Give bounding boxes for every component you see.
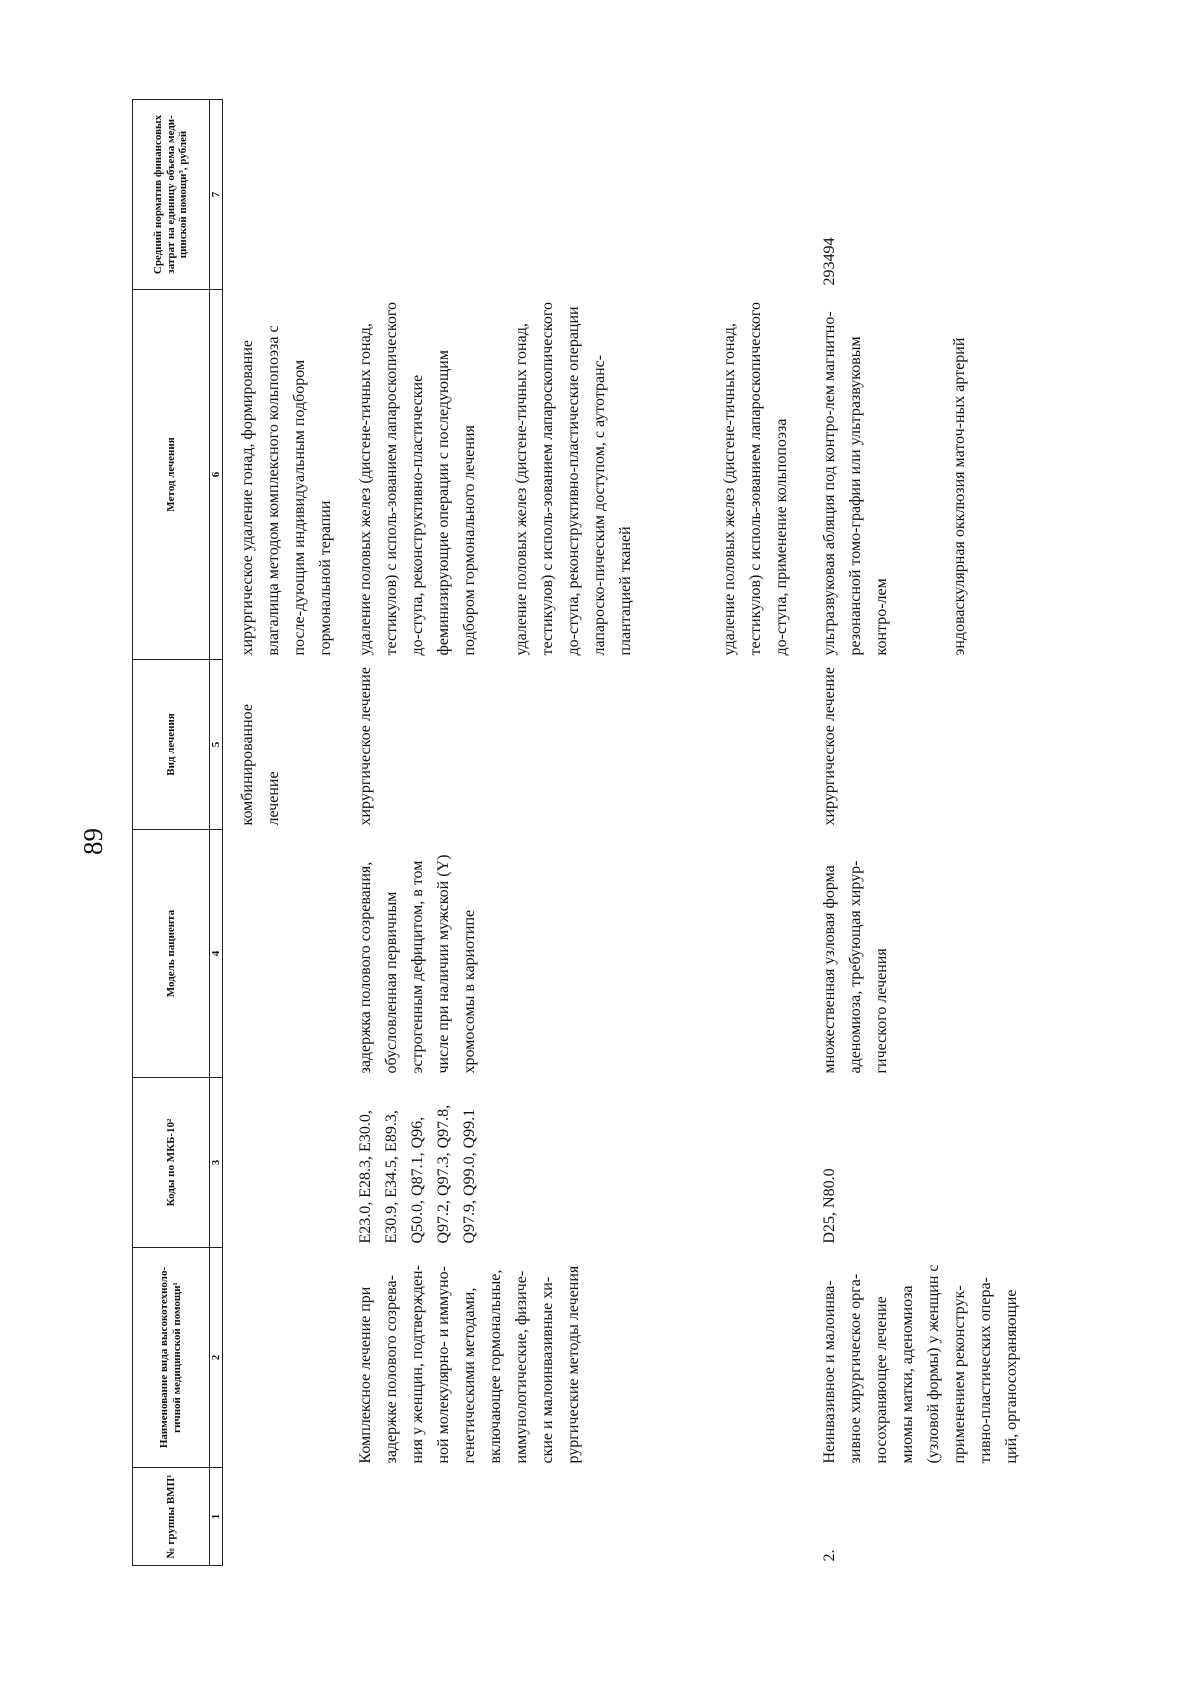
method-item: удаление половых желез (дисгене-тичных гонад, тестикулов) с исполь-зованием лапароскопического до-ступа, реконструктивно-пластические феминизирующие операции с последующим подбором гормонального лечения (357, 301, 478, 656)
column-number-row (210, 100, 223, 1566)
header-model: Модель пациента (133, 830, 210, 1078)
cell-methods (339, 290, 795, 660)
header-name: Наименование вида высокотехноло-гичной медицинской помощи¹ (133, 1248, 210, 1468)
column-number: 2 (210, 1248, 223, 1468)
cell-type: хирургическое лечение (821, 667, 838, 826)
table-row (339, 100, 795, 1566)
cell-name (223, 1248, 340, 1468)
cell-model (223, 830, 340, 1078)
cell-codes (223, 1078, 340, 1248)
cell-codes: E23.0, E28.3, E30.0, E30.9, E34.5, E89.3, Q50.0, Q87.1, Q96, Q97.2, Q97.3, Q97.8, Q97.9, Q99.0, Q99.1 (357, 1104, 478, 1244)
table-row (223, 100, 340, 1566)
method-item: ультразвуковая абляция под контро-лем магнитно-резонансной томо-графии или ультразвуковым контро-лем (821, 311, 890, 656)
cell-method: хирургическое удаление гонад, формирование влагалища методом комплексного кольпопоэза с после-дующим индивидуальным подбором гормональной терапии (239, 325, 334, 656)
cell-cost: 293494 (821, 237, 838, 286)
column-number: 6 (210, 290, 223, 660)
method-item: эндоваскулярная окклюзия маточ-ных артерий (951, 337, 968, 656)
cell-group (339, 1468, 795, 1566)
cell-cost (223, 100, 340, 290)
cell-codes: D25, N80.0 (821, 1168, 838, 1244)
column-number: 3 (210, 1078, 223, 1248)
cell-model: множественная узловая форма аденомиоза, требующая хирур-гического лечения (821, 860, 890, 1074)
header-cost: Средний норматив финансовых затрат на единицу объема меди-цинской помощи³, рублей (133, 100, 210, 290)
method-item: удаление половых желез (дисгене-тичных гонад, тестикулов) с исполь-зованием лапароскопического до-ступа, реконструктивно-пластические операции лапароско-пическим доступом, с аутотранс-плантацией тканей (513, 301, 634, 656)
cell-group: 2. (821, 1549, 838, 1562)
table-row (795, 100, 1025, 1566)
column-number: 7 (210, 100, 223, 290)
column-number: 1 (210, 1468, 223, 1566)
cell-type: комбинированное лечение (239, 704, 282, 826)
cell-cost (339, 100, 795, 290)
cell-methods (795, 290, 1025, 660)
cell-name: Неинвазивное и малоинва-зивное хирургическое орга-носохраняющее лечение миомы матки, аденомиоза (узловой формы) у женщин с применением реконструк-тивно-пластических опера-ций, органосохраняющие (821, 1264, 1020, 1464)
header-type: Вид лечения (133, 660, 210, 830)
column-number: 4 (210, 830, 223, 1078)
column-number: 5 (210, 660, 223, 830)
cell-group (223, 1468, 340, 1566)
vmp-table (132, 99, 1025, 1566)
header-group: № группы ВМП¹ (133, 1468, 210, 1566)
cell-model: задержка полового созревания, обусловленная первичным эстрогенным дефицитом, в том числе при наличии мужской (Y) хромосомы в кариотипе (357, 854, 478, 1074)
cell-name: Комплексное лечение при задержке полового созрева-ния у женщин, подтвержден-ной молекулярно- и иммуно-генетическими методами, включающее гормональные, иммунологические, физиче-ские и малоинвазивные хи-рургические методы лечения (357, 1265, 582, 1464)
page-number: 89 (78, 828, 108, 855)
header-codes: Коды по МКБ-10² (133, 1078, 210, 1248)
method-item: удаление половых желез (дисгене-тичных гонад, тестикулов) с исполь-зованием лапароскопического до-ступа, применение кольпопоэза (721, 301, 790, 656)
cell-type: хирургическое лечение (357, 667, 374, 826)
header-method: Метод лечения (133, 290, 210, 660)
rotated-table-page (132, 100, 1190, 1566)
header-row (133, 100, 210, 1566)
